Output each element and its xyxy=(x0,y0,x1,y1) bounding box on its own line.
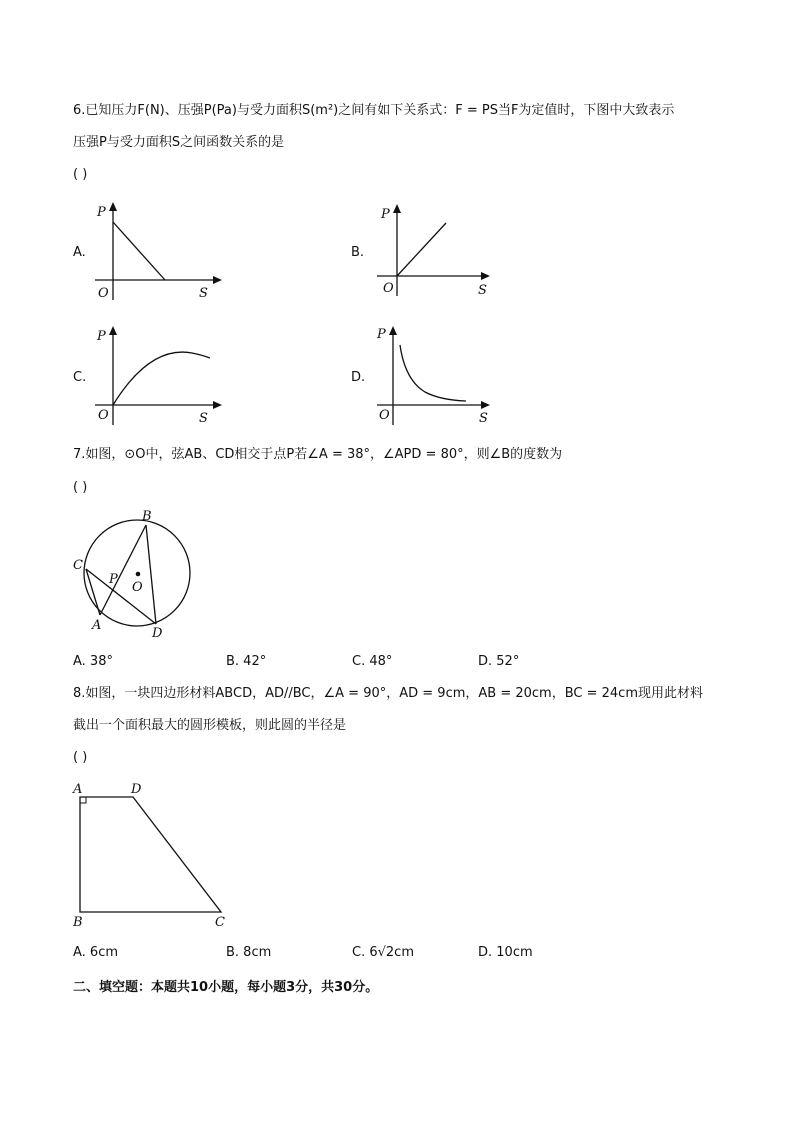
q6-b-origin-label: O xyxy=(383,281,394,296)
q6-text-line2: 压强P与受力面积S之间函数关系的是 xyxy=(73,135,285,150)
q6-option-b-label: B. xyxy=(351,245,365,260)
section-2-heading: 二、填空题：本题共10小题，每小题3分，共30分。 xyxy=(73,980,379,995)
q7-choice-a: A. 38° xyxy=(73,654,113,669)
q6-a-y-label: P xyxy=(97,205,106,220)
q8-label-c: C xyxy=(215,915,225,930)
q6-c-origin-label: O xyxy=(98,408,109,423)
q7-choice-c: C. 48° xyxy=(352,654,393,669)
q7-label-p: P xyxy=(109,572,118,587)
q7-text-line1: 7.如图，⊙O中，弦AB、CD相交于点P若∠A = 38°，∠APD = 80°，则∠B的度数为 xyxy=(73,447,563,462)
q6-c-x-label: S xyxy=(199,411,208,426)
q6-d-y-label: P xyxy=(377,327,386,342)
q6-d-origin-label: O xyxy=(379,408,390,423)
q6-option-d-label: D. xyxy=(351,370,366,385)
q8-choice-d: D. 10cm xyxy=(478,945,533,960)
q6-option-a-label: A. xyxy=(73,245,86,260)
q6-b-y-label: P xyxy=(381,207,390,222)
q8-choice-b: B. 8cm xyxy=(226,945,272,960)
q8-text-line1: 8.如图，一块四边形材料ABCD，AD//BC，∠A = 90°，AD = 9cm，AB = 20cm，BC = 24cm现用此材料 xyxy=(73,686,703,701)
q6-text-line1: 6.已知压力F(N)、压强P(Pa)与受力面积S(m²)之间有如下关系式：F = PS当F为定值时，下图中大致表示 xyxy=(73,103,675,118)
q6-answer-paren: ( ) xyxy=(73,167,88,182)
q8-choice-c: C. 6√2cm xyxy=(352,945,414,960)
q7-label-c: C xyxy=(73,558,83,573)
q8-label-d: D xyxy=(131,782,142,797)
q7-choice-b: B. 42° xyxy=(226,654,267,669)
q8-answer-paren: ( ) xyxy=(73,750,88,765)
q8-choice-a: A. 6cm xyxy=(73,945,119,960)
q7-label-b: B xyxy=(142,509,152,524)
q7-label-o: O xyxy=(132,580,143,595)
q7-label-a: A xyxy=(92,618,102,633)
q6-a-x-label: S xyxy=(199,286,208,301)
q6-option-c-label: C. xyxy=(73,370,87,385)
q8-label-a: A xyxy=(73,782,83,797)
q7-label-d: D xyxy=(152,626,163,641)
q7-answer-paren: ( ) xyxy=(73,480,88,495)
q8-text-line2: 截出一个面积最大的圆形模板，则此圆的半径是 xyxy=(73,718,347,733)
q7-choice-d: D. 52° xyxy=(478,654,520,669)
q8-label-b: B xyxy=(73,915,83,930)
q6-d-x-label: S xyxy=(479,411,488,426)
q6-a-origin-label: O xyxy=(98,286,109,301)
q6-b-x-label: S xyxy=(478,283,487,298)
q6-c-y-label: P xyxy=(97,329,106,344)
